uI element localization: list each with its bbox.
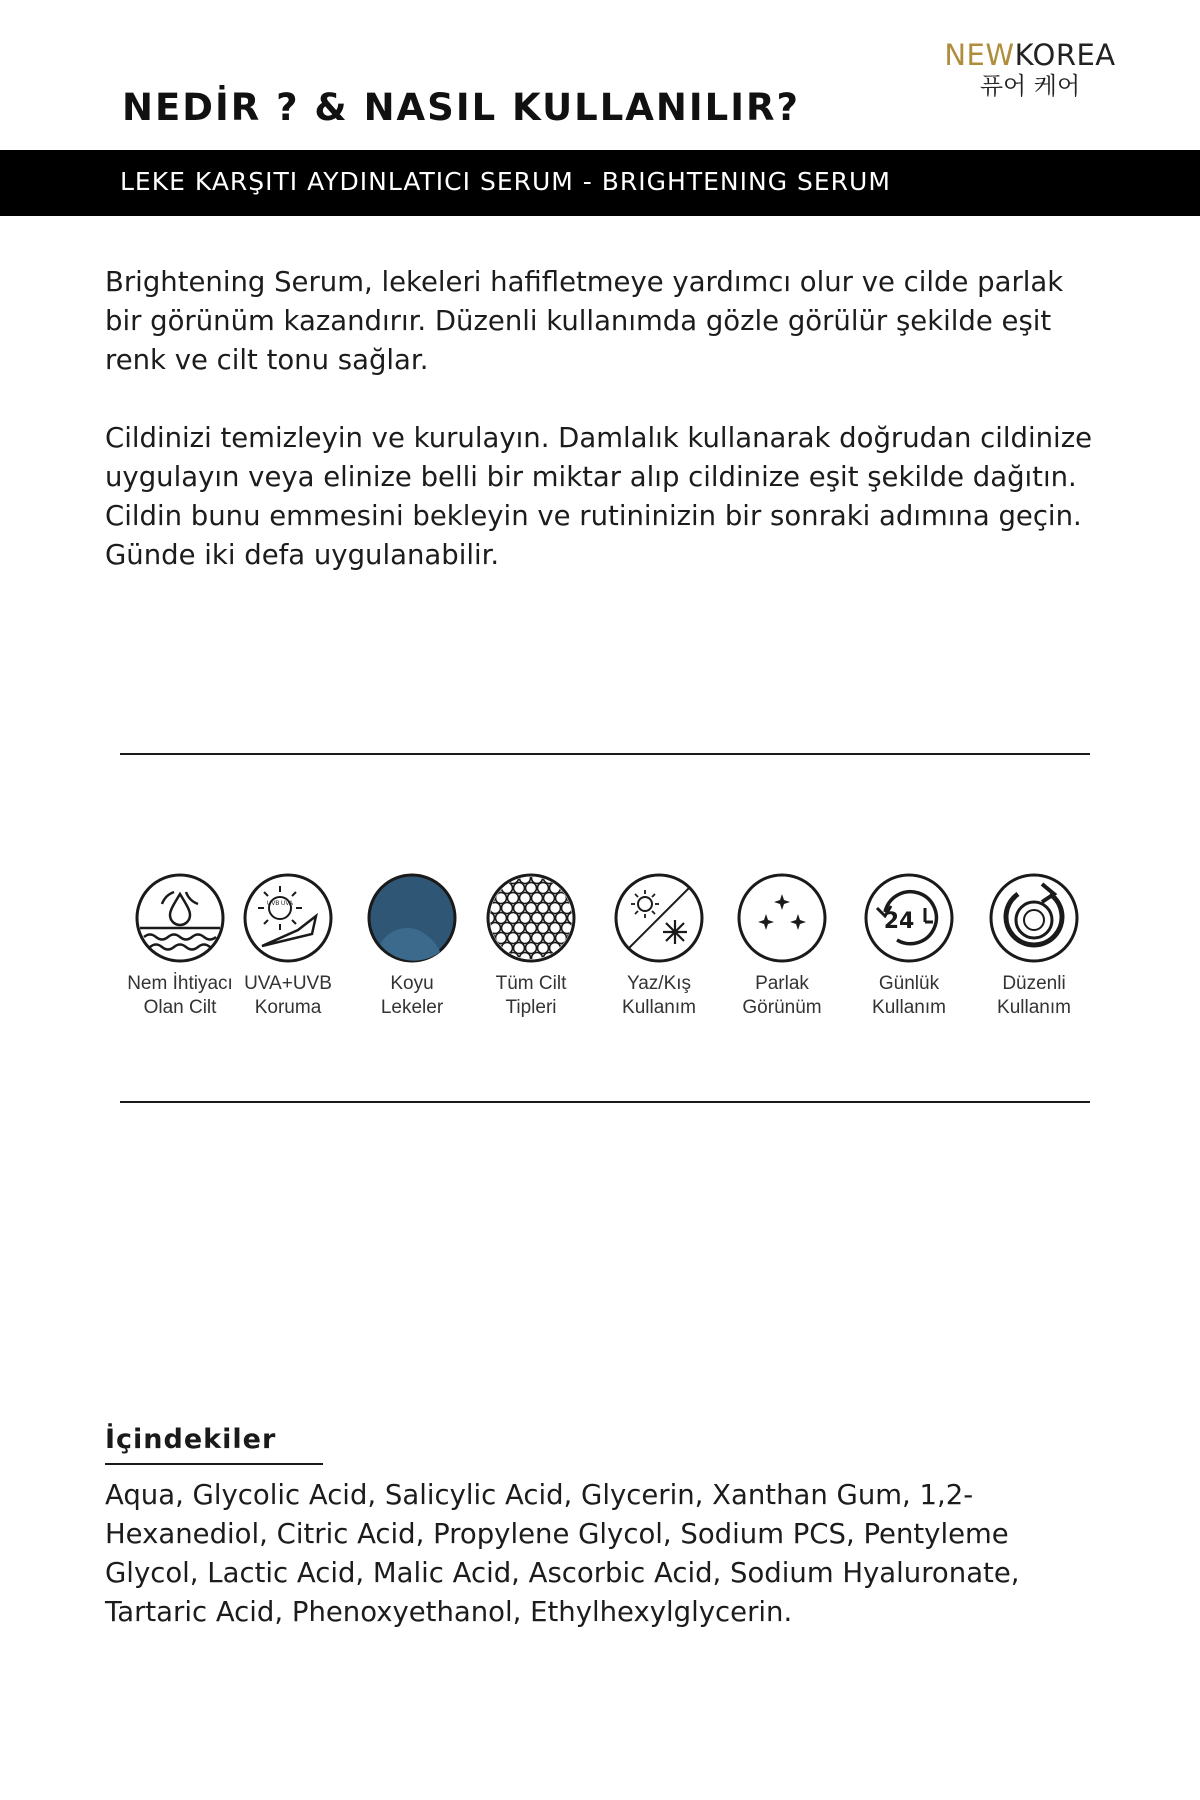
sparkle-icon	[736, 872, 828, 964]
feature-label: UVA+UVB Koruma	[244, 973, 332, 1018]
sun-protection-icon	[242, 872, 334, 964]
feature-summer-winter	[589, 872, 729, 1020]
uvb-mark: UVB UVA	[267, 901, 293, 907]
feature-all-skin	[461, 872, 601, 1020]
feature-icons	[115, 872, 1095, 1032]
feature-label: Günlük Kullanım	[872, 973, 946, 1018]
usage-paragraph: Cildinizi temizleyin ve kurulayın. Damlalık kullanarak doğrudan cildinize uygulayın veya elinize belli bir miktar alıp cildinize eşit şekilde dağıtın. Cildin bunu emmesini bekleyin ve rutininizin bir sonraki adımına geçin. Günde iki defa uygulanabilir.	[105, 422, 1093, 571]
feature-daily	[839, 872, 979, 1020]
ingredients-heading: İçindekiler	[105, 1424, 277, 1455]
sun-snowflake-icon	[613, 872, 705, 964]
feature-label: Yaz/Kış Kullanım	[622, 973, 696, 1018]
page-title: NEDİR ? & NASIL KULLANILIR?	[122, 86, 800, 129]
ingredients-heading-underline	[105, 1463, 323, 1465]
product-banner	[0, 150, 1200, 216]
product-name: LEKE KARŞITI AYDINLATICI SERUM - BRIGHTENING SERUM	[120, 167, 891, 196]
feature-radiant	[712, 872, 852, 1020]
feature-label: Düzenli Kullanım	[997, 973, 1071, 1018]
feature-label: Tüm Cilt Tipleri	[495, 973, 567, 1018]
moisture-drop-icon	[134, 872, 226, 964]
feature-label: Nem İhtiyacı Olan Cilt	[127, 973, 233, 1018]
clock-24-icon	[863, 872, 955, 964]
description-paragraph: Brightening Serum, lekeleri hafifletmeye yardımcı olur ve cilde parlak bir görünüm kazandırır. Düzenli kullanımda gözle görülür şekilde eşit renk ve cilt tonu sağlar.	[105, 266, 1064, 376]
brand-name-new: NEW	[944, 38, 1015, 72]
feature-label: Koyu Lekeler	[380, 973, 444, 1018]
feature-uv-protection	[218, 872, 358, 1020]
divider-bottom	[120, 1101, 1090, 1103]
honeycomb-skin-icon	[485, 872, 577, 964]
brand-korean-subtitle: 퓨어 케어	[979, 72, 1081, 100]
dark-spot-icon	[366, 872, 458, 964]
clock-24-text: 24	[883, 909, 915, 934]
brand-logo	[940, 38, 1120, 100]
cycle-arrow-icon	[988, 872, 1080, 964]
brand-name	[940, 38, 1120, 72]
feature-regular	[964, 872, 1104, 1020]
feature-label: Parlak Görünüm	[742, 973, 822, 1018]
brand-name-korea: KOREA	[1014, 38, 1116, 72]
divider-top	[120, 753, 1090, 755]
ingredients-list: Aqua, Glycolic Acid, Salicylic Acid, Glycerin, Xanthan Gum, 1,2-Hexanediol, Citric Acid, Propylene Glycol, Sodium PCS, Pentyleme Glycol, Lactic Acid, Malic Acid, Ascorbic Acid, Sodium Hyaluronate, Tartaric Acid, Phenoxyethanol, Ethylhexylglycerin.	[105, 1479, 1020, 1628]
